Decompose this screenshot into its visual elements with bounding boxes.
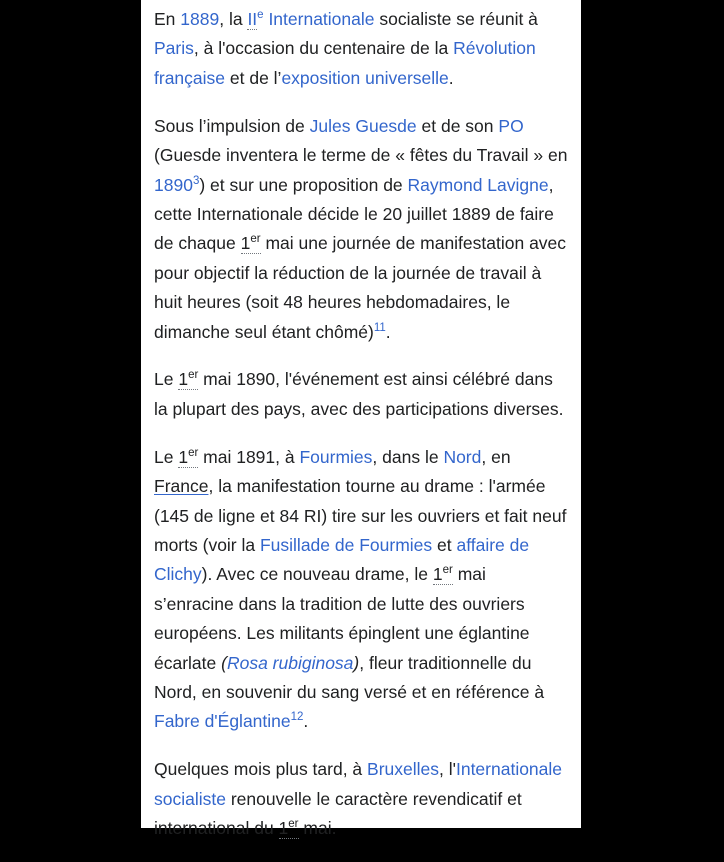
abbr-premier [241, 233, 261, 254]
paragraph-1 [154, 5, 570, 93]
link-1889[interactable]: 1889 [180, 9, 220, 29]
reference-3[interactable]: 3 [192, 174, 200, 187]
text: (Guesde inventera le terme de « fêtes du Travail » en [154, 145, 568, 166]
link-po[interactable]: PO [498, 115, 524, 136]
text: , la manifestation tourne au drame : l'armée (145 de ligne et 84 RI) tire sur les ouvriers et fait neuf morts (voir la [154, 476, 567, 555]
text: ) et sur une proposition de [199, 174, 408, 195]
paragraph-4 [154, 443, 570, 737]
italic-paren: ) [353, 652, 360, 673]
text: . [448, 67, 454, 88]
link-part: Internationale [263, 9, 375, 29]
text: En [154, 9, 181, 29]
abbr-premier [178, 447, 198, 468]
paragraph-5 [154, 755, 570, 843]
text: socialiste se réunit à [374, 9, 538, 29]
text: mai 1890, l'événement est ainsi célébré dans la plupart des pays, avec des participations diverses. [154, 369, 564, 419]
article-page [141, 0, 581, 839]
link-superscript: e [257, 9, 264, 22]
link-rosa-rubiginosa[interactable] [227, 653, 353, 673]
text: mai une journée de manifestation avec pour objectif la réduction de la journée de travail à huit heures (soit 48 heures hebdomadaires, le dimanche seul étant chômé) [154, 233, 567, 342]
abbr-premier [178, 369, 198, 390]
text: Sous l’impulsion de [154, 115, 310, 136]
superscript: er [288, 818, 299, 831]
reference-12[interactable]: 12 [290, 711, 304, 724]
text: . [385, 321, 391, 342]
superscript: er [188, 369, 199, 382]
abbr-premier [433, 564, 453, 585]
italic-paren: ( [221, 652, 227, 673]
text: ). Avec ce nouveau drame, le [201, 564, 433, 585]
text: et [432, 535, 457, 555]
text: Quelques mois plus tard, à [154, 759, 368, 780]
link-paris[interactable]: Paris [154, 38, 194, 59]
link-part: II [247, 9, 258, 29]
link-revolution-francaise[interactable]: Révolution française [154, 38, 536, 88]
text: 1 [178, 446, 189, 467]
text: Le [154, 446, 179, 467]
text: renouvelle le caractère revendicatif et international du [154, 788, 522, 839]
link-nord[interactable]: Nord [443, 446, 482, 467]
superscript: er [188, 446, 199, 459]
link-fabre-d-eglantine[interactable]: Fabre d'Églantine [154, 711, 291, 732]
text: mai 1891, à [198, 446, 300, 467]
link-raymond-lavigne[interactable]: Raymond Lavigne [407, 174, 549, 195]
text: , à l'occasion du centenaire de la [193, 38, 454, 59]
link-affaire-de-clichy[interactable]: affaire de Clichy [154, 535, 530, 585]
superscript: er [250, 233, 261, 246]
text: 1 [240, 233, 251, 254]
link-fourmies[interactable]: Fourmies [299, 446, 373, 467]
link-bruxelles[interactable]: Bruxelles [367, 759, 440, 780]
link-internationale-socialiste[interactable]: Internationale socialiste [154, 759, 563, 809]
text: mai. [298, 818, 337, 839]
link-second-internationale[interactable] [247, 9, 374, 29]
text: et de son [416, 115, 499, 136]
text: , cette Internationale décide le 20 juillet 1889 de faire de chaque [154, 174, 554, 254]
paragraph-2 [154, 112, 570, 347]
text: , la [219, 9, 248, 29]
text: Le [154, 369, 179, 390]
text: 1 [178, 369, 189, 390]
abbr-premier [279, 818, 299, 839]
text: 1 [432, 564, 443, 585]
text: , en [481, 446, 511, 467]
text: , l' [439, 759, 456, 780]
italic-text: Rosa rubiginosa [226, 652, 354, 673]
link-exposition-universelle[interactable]: exposition universelle [281, 67, 449, 88]
paragraph-3 [154, 365, 570, 424]
text: et de l’ [225, 67, 282, 88]
text: . [303, 711, 309, 732]
text: mai s’enracine dans la tradition de lutte des ouvriers européens. Les militants épinglent une églantine écarlate [154, 564, 530, 673]
text: 1 [278, 818, 289, 839]
superscript: er [442, 564, 453, 577]
link-fusillade-de-fourmies[interactable]: Fusillade de Fourmies [259, 535, 433, 555]
link-france[interactable]: France [154, 476, 209, 497]
text: , fleur traditionnelle du Nord, en souvenir du sang versé et en référence à [154, 652, 545, 703]
text: , dans le [372, 446, 444, 467]
link-1890[interactable]: 1890 [154, 174, 193, 195]
reference-11[interactable]: 11 [373, 321, 386, 334]
article-content [154, 5, 570, 862]
link-jules-guesde[interactable]: Jules Guesde [309, 115, 417, 136]
